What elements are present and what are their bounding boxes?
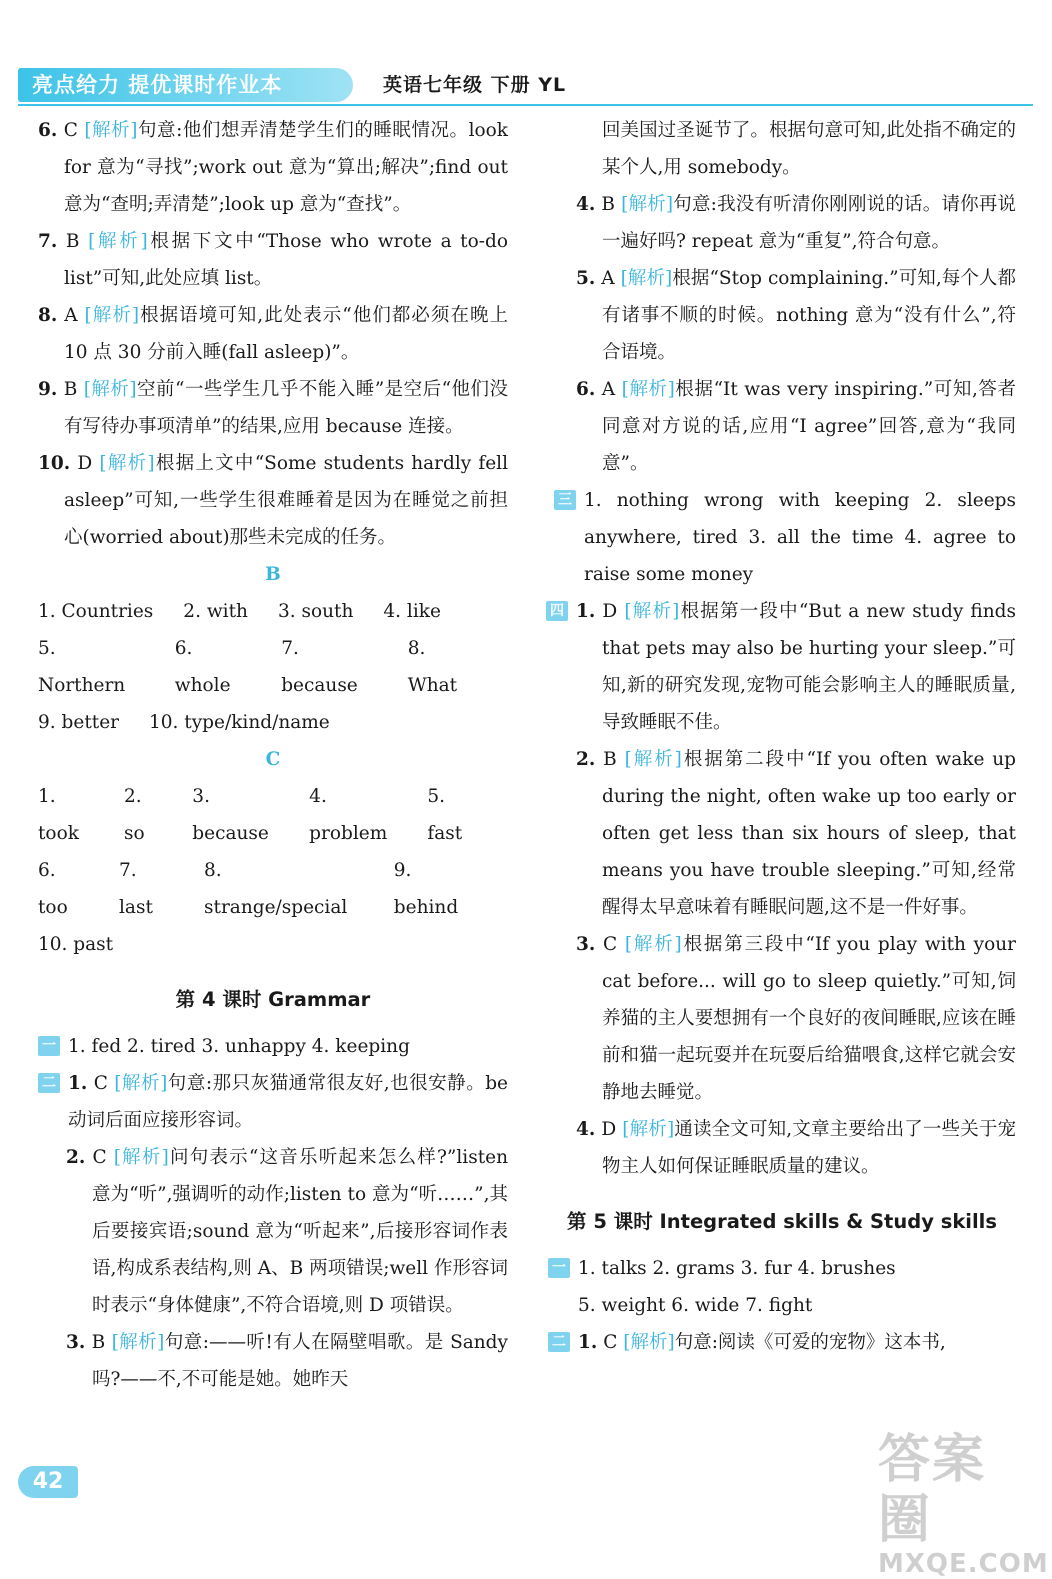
lesson-heading: 第 4 课时 Grammar: [175, 988, 371, 1011]
answer-item: 3. C [解析]根据第三段中“If you play with your cat before... will go to sleep quietly.”可知,饲养猫的主人要想拥有一个良好的夜间睡眠,应该在睡前和猫一起玩耍并在玩耍后给猫喂食,这样它就会安静地去睡觉。: [576, 934, 1016, 1103]
analysis-tag: [解析]: [621, 379, 675, 400]
answer-item: 9. B [解析]空前“一些学生几乎不能入睡”是空后“他们没有写待办事项清单”的结果,应用 because 连接。: [38, 379, 509, 437]
analysis-tag: [解析]: [84, 305, 140, 326]
answer-item: 6. A [解析]根据“It was very inspiring.”可知,答者同意对方说的话,应用“I agree”回答,意为“我同意”。: [576, 379, 1016, 474]
section-two: 二 1. C [解析]句意:阅读《可爱的宠物》这本书,: [548, 1324, 1016, 1361]
analysis-tag: [解析]: [111, 1332, 165, 1353]
answer-item: 7. B [解析]根据下文中“Those who wrote a to-do list”可知,此处应填 list。: [38, 231, 508, 289]
answer-item: 8. A [解析]根据语境可知,此处表示“他们都必须在晚上 10 点 30 分前入睡(fall asleep)”。: [38, 305, 509, 363]
section-three: 三 1. nothing wrong with keeping 2. sleeps anywhere, tired 3. all the time 4. agree to raise some money: [548, 482, 1016, 593]
analysis-tag: [解析]: [621, 194, 674, 215]
section-marker: 四: [546, 601, 568, 621]
analysis-tag: [解析]: [624, 934, 682, 955]
section-one: 一 1. fed 2. tired 3. unhappy 4. keeping: [38, 1028, 508, 1065]
answer-item: 2. C [解析]问句表示“这音乐听起来怎么样?”listen 意为“听”,强调听的动作;listen to 意为“听……”,其后要接宾语;sound 意为“听起来”,后接形容词作表语,构成系表结构,则 A、B 两项错误;well 作形容词时表示“身体健康”,不符合语境,则 D 项错误。: [66, 1147, 509, 1316]
section-marker: 一: [38, 1036, 60, 1056]
answer-continuation: 回美国过圣诞节了。根据句意可知,此处指不确定的某个人,用 somebody。: [602, 120, 1016, 178]
answer-item: 4. B [解析]句意:我没有听清你刚刚说的话。请你再说一遍好吗? repeat 意为“重复”,符合句意。: [576, 194, 1016, 252]
answer-row: 6. too 7. last 8. strange/special 9. behind: [38, 860, 459, 918]
answer-row: 5. Northern 6. whole 7. because 8. What: [38, 638, 458, 696]
answer-row: 1. took 2. so 3. because 4. problem 5. fast: [38, 786, 463, 844]
section-four: 四 1. D [解析]根据第一段中“But a new study finds that pets may also be hurting your sleep.”可知,新的研究发现,宠物可能会影响主人的睡眠质量,导致睡眠不佳。: [548, 593, 1016, 741]
analysis-tag: [解析]: [622, 1119, 675, 1140]
page-number: 42: [18, 1466, 78, 1498]
page-header: [0, 0, 1052, 104]
section-two: 二 1. C [解析]句意:那只灰猫通常很友好,也很安静。be 动词后面应接形容词。: [38, 1065, 508, 1139]
answer-row: 10. past: [38, 934, 114, 955]
answer-row: 1. Countries 2. with 3. south 4. like: [38, 601, 441, 622]
lesson-heading: 第 5 课时 Integrated skills & Study skills: [567, 1210, 997, 1233]
watermark-logo: 答案圈: [878, 1430, 987, 1550]
header-rule: [18, 104, 1033, 106]
section-marker: 二: [38, 1073, 60, 1093]
watermark-url: MXQE.COM: [878, 1549, 1049, 1579]
section-marker: 二: [548, 1332, 570, 1352]
answer-item: 2. B [解析]根据第二段中“If you often wake up during the night, often wake up too early or often get less than six hours of sleep, that means you have trouble sleeping.”可知,经常醒得太早意味着有睡眠问题,这不是一件好事。: [576, 749, 1016, 918]
section-marker: 一: [548, 1258, 570, 1278]
section-one: 一 1. talks 2. grams 3. fur 4. brushes: [548, 1250, 1016, 1287]
answer-item: 6. C [解析]句意:他们想弄清楚学生们的睡眠情况。look for 意为“寻找”;work out 意为“算出;解决”;find out 意为“查明;弄清楚”;look up 意为“查找”。: [38, 120, 509, 215]
answer-item: 10. D [解析]根据上文中“Some students hardly fell asleep”可知,一些学生很难睡着是因为在睡觉之前担心(worried about)那些未完成的任务。: [38, 453, 509, 548]
answer-item: 3. B [解析]句意:——听!有人在隔壁唱歌。是 Sandy 吗?——不,不可能是她。她昨天: [66, 1332, 508, 1390]
section-label-c: C: [265, 749, 281, 770]
analysis-tag: [解析]: [624, 749, 682, 770]
analysis-tag: [解析]: [113, 1147, 169, 1168]
section-marker: 三: [554, 490, 576, 510]
answer-item: 4. D [解析]通读全文可知,文章主要给出了一些关于宠物主人如何保证睡眠质量的建议。: [576, 1119, 1016, 1177]
watermark: [878, 1430, 1049, 1579]
analysis-tag: [解析]: [84, 120, 138, 141]
analysis-tag: [解析]: [623, 1332, 675, 1353]
answer-item: 5. A [解析]根据“Stop complaining.”可知,每个人都有诸事不顺的时候。nothing 意为“没有什么”,符合语境。: [576, 268, 1016, 363]
analysis-tag: [解析]: [620, 268, 673, 289]
right-column: [548, 112, 1016, 1361]
left-column: [38, 112, 508, 1398]
analysis-tag: [解析]: [88, 231, 148, 252]
answer-row: 9. better 10. type/kind/name: [38, 712, 330, 733]
analysis-tag: [解析]: [99, 453, 155, 474]
book-title: 英语七年级 下册 YL: [383, 74, 567, 96]
brand-text: 亮点给力 提优课时作业本: [32, 73, 283, 97]
section-label-b: B: [265, 564, 281, 585]
analysis-tag: [解析]: [624, 601, 680, 622]
answer-row: 5. weight 6. wide 7. fight: [578, 1295, 813, 1316]
analysis-tag: [解析]: [83, 379, 137, 400]
analysis-tag: [解析]: [114, 1073, 168, 1094]
brand-banner: [18, 68, 353, 102]
